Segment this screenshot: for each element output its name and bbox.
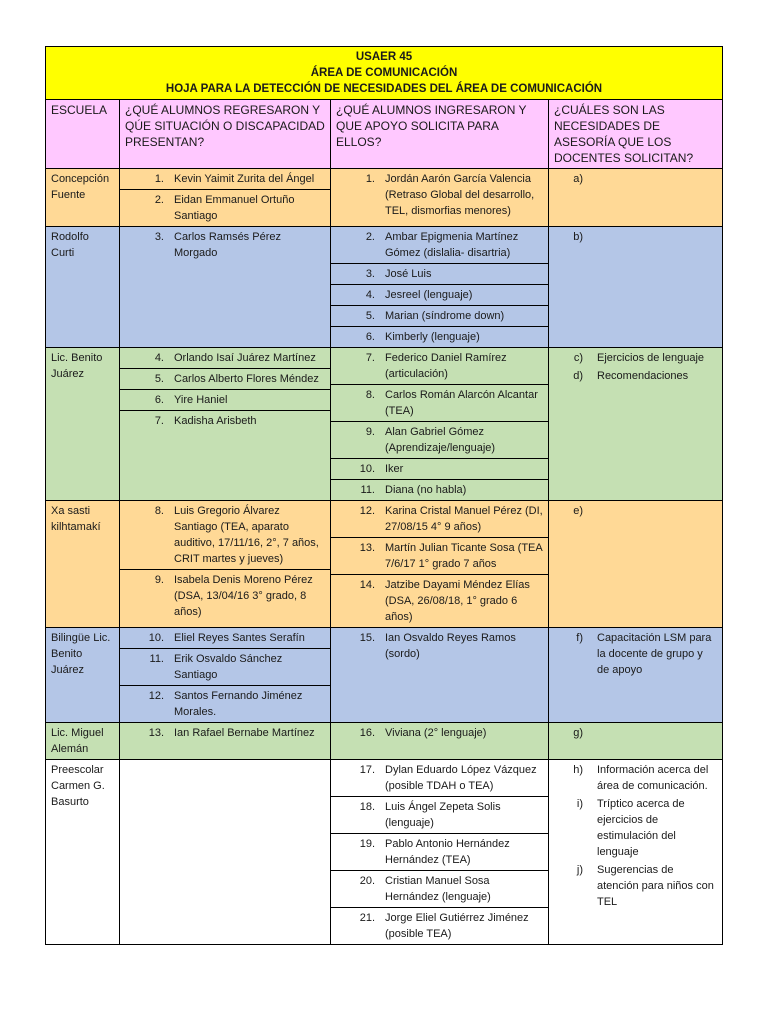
- item-number: 8.: [154, 505, 164, 517]
- item-text: Iker: [385, 463, 404, 475]
- needs-cell: [549, 628, 723, 723]
- list-item: [331, 501, 548, 538]
- need-letter: f): [576, 632, 583, 644]
- list-item: [120, 723, 330, 743]
- item-number: 2.: [365, 231, 375, 243]
- title-line-3: HOJA PARA LA DETECCIÓN DE NECESIDADES DEL ÁREA DE COMUNICACIÓN: [165, 83, 603, 95]
- item-number: 11.: [149, 653, 164, 665]
- need-letter: g): [573, 727, 583, 739]
- item-text: Santos Fernando Jiménez Morales.: [174, 690, 303, 718]
- new-students-cell: [331, 501, 549, 628]
- item-text: Luis Gregorio Álvarez Santiago (TEA, aparato auditivo, 17/11/16, 2°, 7 años, CRIT martes y jueves): [174, 505, 319, 565]
- need-item: [549, 760, 722, 794]
- item-text: Diana (no habla): [385, 484, 467, 496]
- need-letter: j): [576, 864, 583, 876]
- title-line-2: ÁREA DE COMUNICACIÓN: [310, 67, 458, 79]
- header-necesidades: ¿CUÁLES SON LAS NECESIDADES DE ASESORÍA QUE LOS DOCENTES SOLICITAN?: [549, 100, 723, 169]
- needs-cell: [549, 760, 723, 945]
- need-text: Capacitación LSM para la docente de grupo y de apoyo: [597, 632, 712, 676]
- item-text: Carlos Román Alarcón Alcantar (TEA): [385, 389, 538, 417]
- item-text: Carlos Ramsés Pérez Morgado: [174, 231, 281, 259]
- title-line-1: USAER 45: [355, 51, 413, 63]
- item-number: 4.: [365, 289, 375, 301]
- need-text: [597, 171, 718, 187]
- item-text: Jordán Aarón García Valencia (Retraso Global del desarrollo, TEL, dismorfias menores): [385, 173, 535, 217]
- item-number: 14.: [359, 579, 375, 591]
- returned-students-cell: [120, 169, 331, 227]
- school-row: [46, 501, 723, 628]
- need-letter: c): [573, 352, 583, 364]
- list-item: [331, 422, 548, 459]
- item-text: Pablo Antonio Hernández Hernández (TEA): [385, 838, 510, 866]
- item-number: 15.: [359, 632, 375, 644]
- item-text: Carlos Alberto Flores Méndez: [174, 373, 319, 385]
- item-number: 19.: [359, 838, 375, 850]
- need-letter: d): [573, 370, 583, 382]
- need-text: Tríptico acerca de ejercicios de estimulación del lenguaje: [597, 798, 685, 858]
- list-item: [120, 628, 330, 649]
- header-row: [46, 100, 723, 169]
- school-row: [46, 169, 723, 227]
- needs-table: [45, 46, 723, 945]
- list-item: [120, 649, 330, 686]
- new-students-cell: [331, 227, 549, 348]
- table-body: [46, 47, 723, 945]
- item-number: 3.: [365, 268, 375, 280]
- list-item: [120, 369, 330, 390]
- item-number: 5.: [365, 310, 375, 322]
- item-number: 5.: [154, 373, 164, 385]
- list-item: [331, 264, 548, 285]
- list-item: [331, 459, 548, 480]
- item-text: Marian (síndrome down): [385, 310, 505, 322]
- returned-students-cell: [120, 348, 331, 501]
- need-item: [549, 860, 722, 910]
- item-number: 7.: [154, 415, 164, 427]
- list-item: [331, 306, 548, 327]
- list-item: [331, 385, 548, 422]
- list-item: [331, 538, 548, 575]
- list-item: [331, 169, 548, 221]
- school-row: [46, 227, 723, 348]
- need-text: Sugerencias de atención para niños con TEL: [597, 864, 714, 908]
- need-text: [597, 229, 718, 245]
- item-number: 13.: [359, 542, 375, 554]
- item-number: 11.: [360, 484, 375, 496]
- item-number: 7.: [365, 352, 375, 364]
- item-number: 3.: [154, 231, 164, 243]
- list-item: [120, 686, 330, 722]
- needs-cell: [549, 169, 723, 227]
- item-text: Kimberly (lenguaje): [385, 331, 480, 343]
- need-letter: i): [576, 798, 583, 810]
- list-item: [331, 871, 548, 908]
- item-number: 1.: [365, 173, 375, 185]
- item-number: 9.: [365, 426, 375, 438]
- new-students-cell: [331, 760, 549, 945]
- item-text: Dylan Eduardo López Vázquez (posible TDAH o TEA): [385, 764, 537, 792]
- item-text: Jatzibe Dayami Méndez Elías (DSA, 26/08/18, 1° grado 6 años): [385, 579, 530, 623]
- header-escuela: ESCUELA: [46, 100, 120, 169]
- item-number: 12.: [359, 505, 375, 517]
- returned-students-cell: [120, 760, 331, 945]
- need-item: [549, 628, 722, 678]
- item-number: 6.: [365, 331, 375, 343]
- item-number: 10.: [148, 632, 164, 644]
- item-text: Eidan Emmanuel Ortuño Santiago: [174, 194, 295, 222]
- new-students-cell: [331, 628, 549, 723]
- list-item: [120, 227, 330, 263]
- item-number: 9.: [154, 574, 164, 586]
- school-name: Rodolfo Curti: [46, 227, 120, 348]
- item-number: 13.: [148, 727, 164, 739]
- item-number: 2.: [154, 194, 164, 206]
- item-number: 6.: [154, 394, 164, 406]
- need-item: [549, 794, 722, 860]
- title-cell: [46, 47, 723, 100]
- returned-students-cell: [120, 723, 331, 760]
- needs-cell: [549, 227, 723, 348]
- detection-sheet: [45, 46, 722, 945]
- item-text: Yire Haniel: [174, 394, 228, 406]
- need-item: [549, 723, 722, 741]
- item-number: 17.: [359, 764, 375, 776]
- need-text: [597, 503, 718, 519]
- item-number: 18.: [359, 801, 375, 813]
- title-row: [46, 47, 723, 100]
- header-regresaron: ¿QUÉ ALUMNOS REGRESARON Y QÚE SITUACIÓN O DISCAPACIDAD PRESENTAN?: [120, 100, 331, 169]
- item-text: Kadisha Arisbeth: [174, 415, 257, 427]
- school-name: Lic. Miguel Alemán: [46, 723, 120, 760]
- item-text: Martín Julian Ticante Sosa (TEA 7/6/17 1° grado 7 años: [385, 542, 543, 570]
- list-item: [120, 570, 330, 622]
- school-name: Bilingüe Lic. Benito Juárez: [46, 628, 120, 723]
- item-number: 1.: [154, 173, 164, 185]
- need-item: [549, 227, 722, 245]
- need-letter: a): [573, 173, 583, 185]
- header-ingresaron: ¿QUÉ ALUMNOS INGRESARON Y QUE APOYO SOLICITA PARA ELLOS?: [331, 100, 549, 169]
- list-item: [331, 327, 548, 347]
- item-number: 10.: [359, 463, 375, 475]
- item-text: Ambar Epigmenia Martínez Gómez (dislalia- disartria): [385, 231, 519, 259]
- need-item: [549, 501, 722, 519]
- school-row: [46, 348, 723, 501]
- list-item: [120, 169, 330, 190]
- new-students-cell: [331, 169, 549, 227]
- list-item: [331, 348, 548, 385]
- list-item: [331, 797, 548, 834]
- list-item: [120, 390, 330, 411]
- list-item: [331, 723, 548, 743]
- need-text: Información acerca del área de comunicación.: [597, 764, 709, 792]
- item-number: 21.: [359, 912, 375, 924]
- item-text: Jorge Eliel Gutiérrez Jiménez (posible TEA): [385, 912, 529, 940]
- list-item: [331, 575, 548, 627]
- school-name: Preescolar Carmen G. Basurto: [46, 760, 120, 945]
- item-number: 8.: [365, 389, 375, 401]
- item-text: Ian Osvaldo Reyes Ramos (sordo): [385, 632, 516, 660]
- school-row: [46, 760, 723, 945]
- need-letter: e): [573, 505, 583, 517]
- list-item: [120, 501, 330, 570]
- need-text: [597, 725, 718, 741]
- returned-students-cell: [120, 227, 331, 348]
- item-text: Kevin Yaimit Zurita del Ángel: [174, 173, 315, 185]
- item-text: Cristian Manuel Sosa Hernández (lenguaje): [385, 875, 491, 903]
- list-item: [331, 285, 548, 306]
- item-number: 4.: [154, 352, 164, 364]
- needs-cell: [549, 501, 723, 628]
- item-text: Ian Rafael Bernabe Martínez: [174, 727, 315, 739]
- school-row: [46, 628, 723, 723]
- need-item: [549, 169, 722, 187]
- list-item: [120, 411, 330, 431]
- item-text: Viviana (2° lenguaje): [385, 727, 487, 739]
- needs-cell: [549, 348, 723, 501]
- need-text: Recomendaciones: [597, 370, 689, 382]
- item-text: Eliel Reyes Santes Serafín: [174, 632, 305, 644]
- school-name: Concepción Fuente: [46, 169, 120, 227]
- item-number: 20.: [359, 875, 375, 887]
- item-text: Jesreel (lenguaje): [385, 289, 473, 301]
- needs-cell: [549, 723, 723, 760]
- item-text: José Luis: [385, 268, 432, 280]
- need-item: [549, 366, 722, 384]
- list-item: [331, 760, 548, 797]
- school-name: Xa sasti kilhtamakí: [46, 501, 120, 628]
- new-students-cell: [331, 723, 549, 760]
- list-item: [331, 834, 548, 871]
- need-text: Ejercicios de lenguaje: [597, 352, 705, 364]
- list-item: [331, 628, 548, 664]
- item-text: Karina Cristal Manuel Pérez (DI, 27/08/15 4° 9 años): [385, 505, 543, 533]
- need-letter: h): [573, 764, 583, 776]
- returned-students-cell: [120, 501, 331, 628]
- list-item: [331, 480, 548, 500]
- school-name: Lic. Benito Juárez: [46, 348, 120, 501]
- list-item: [331, 227, 548, 264]
- item-number: 16.: [359, 727, 375, 739]
- school-row: [46, 723, 723, 760]
- item-text: Federico Daniel Ramírez (articulación): [385, 352, 507, 380]
- item-text: Isabela Denis Moreno Pérez (DSA, 13/04/16 3° grado, 8 años): [174, 574, 313, 618]
- item-text: Orlando Isaí Juárez Martínez: [174, 352, 316, 364]
- item-number: 12.: [148, 690, 164, 702]
- list-item: [120, 348, 330, 369]
- item-text: Luis Ángel Zepeta Solis (lenguaje): [385, 801, 501, 829]
- list-item: [120, 190, 330, 226]
- need-letter: b): [573, 231, 583, 243]
- new-students-cell: [331, 348, 549, 501]
- returned-students-cell: [120, 628, 331, 723]
- item-text: Erik Osvaldo Sánchez Santiago: [174, 653, 283, 681]
- item-text: Alan Gabriel Gómez (Aprendizaje/lenguaje): [385, 426, 496, 454]
- list-item: [331, 908, 548, 944]
- need-item: [549, 348, 722, 366]
